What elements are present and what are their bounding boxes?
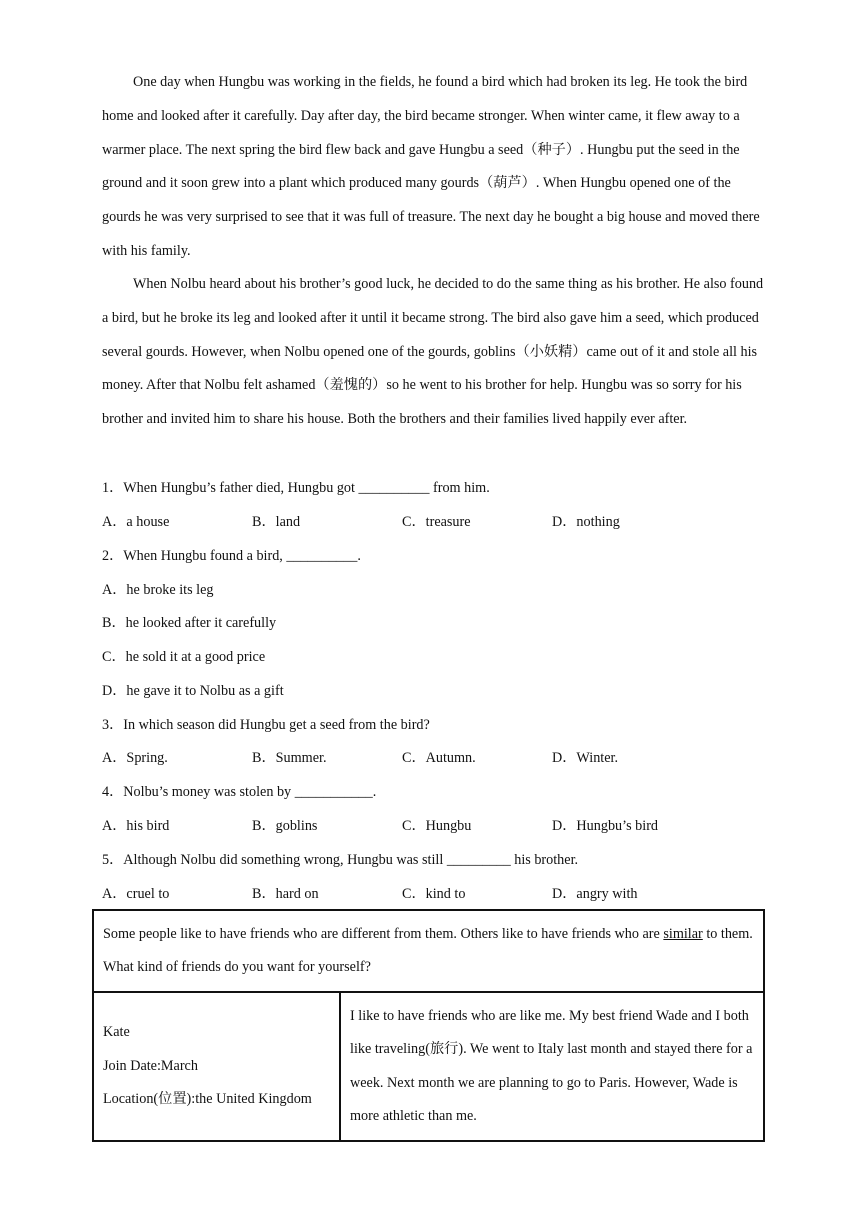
question-3-option-a: A．Spring. — [102, 750, 168, 766]
question-2-option-c: C．he sold it at a good price — [102, 649, 266, 665]
question-5-option-a: A．cruel to — [102, 886, 170, 902]
question-5-stem: 5．Although Nolbu did something wrong, Hungbu was still _________ his brother. — [102, 852, 579, 868]
question-1-option-a: A．a house — [102, 514, 170, 530]
question-4-option-d: D．Hungbu’s bird — [552, 818, 659, 834]
question-2-option-a: A．he broke its leg — [102, 582, 214, 598]
table-intro-cell — [93, 910, 764, 992]
question-2-stem: 2．When Hungbu found a bird, __________. — [102, 548, 361, 564]
profile-location: Location(位置):the United Kingdom — [103, 1091, 312, 1108]
question-3-option-d: D．Winter. — [552, 750, 619, 766]
profile-name: Kate — [103, 1024, 130, 1041]
passage-paragraph-2-text: When Nolbu heard about his brother’s good luck, he decided to do the same thing as his brother. He also found a bird, but he broke its leg and looked after it until it became strong. The bird also gave him a seed, which produced several gourds. However, when Nolbu opened one of the gourds, goblins（小妖精）came out of it and stole all his money. After that Nolbu felt ashamed（羞愧的）so he went to his brother for help. Hungbu was so sorry for his brother and invited him to share his house. Both the brothers and their families lived happily ever after. — [102, 276, 764, 428]
question-1-option-d: D．nothing — [552, 514, 620, 530]
question-3-stem: 3．In which season did Hungbu get a seed from the bird? — [102, 717, 430, 733]
table-intro-text-end: to them. What kind of friends do you want for yourself? — [103, 925, 753, 975]
question-4-option-b: B．goblins — [252, 818, 318, 834]
question-3-option-b: B．Summer. — [252, 750, 327, 766]
profile-join-date: Join Date:March — [103, 1057, 198, 1074]
post-cell — [340, 992, 764, 1141]
passage-paragraph-1 — [102, 66, 772, 269]
post-text: I like to have friends who are like me. My best friend Wade and I both like traveling(旅行). We went to Italy last month and stayed there for a week. Next month we are planning to go to Paris. However, Wade is more athletic than me. — [350, 1007, 753, 1124]
question-4-option-c: C．Hungbu — [402, 818, 472, 834]
passage-paragraph-1-text: One day when Hungbu was working in the fields, he found a bird which had broken its leg. He took the bird home and looked after it carefully. Day after day, the bird became stronger. When winter came, it flew away to a warmer place. The next spring the bird flew back and gave Hungbu a seed（种子）. Hungbu put the seed in the ground and it soon grew into a plant which produced many gourds（葫芦）. When Hungbu opened one of the gourds he was very surprised to see that it was full of treasure. The next day he bought a big house and moved there with his family. — [102, 74, 760, 259]
question-4-option-a: A．his bird — [102, 818, 170, 834]
question-5-option-d: D．angry with — [552, 886, 638, 902]
profile-cell — [93, 992, 340, 1141]
table-intro-text: Some people like to have friends who are different from them. Others like to have friends who are — [103, 925, 664, 942]
question-1-stem: 1．When Hungbu’s father died, Hungbu got __________ from him. — [102, 480, 490, 496]
question-3-option-c: C．Autumn. — [402, 750, 476, 766]
question-5-option-b: B．hard on — [252, 886, 319, 902]
passage-paragraph-2 — [102, 268, 772, 437]
question-4-stem: 4．Nolbu’s money was stolen by ___________. — [102, 784, 377, 800]
question-5-option-c: C．kind to — [402, 886, 466, 902]
friends-table — [92, 909, 765, 1142]
question-2-option-d: D．he gave it to Nolbu as a gift — [102, 683, 284, 699]
question-2-option-b: B．he looked after it carefully — [102, 615, 277, 631]
question-1-option-c: C．treasure — [402, 514, 471, 530]
underlined-word: similar — [663, 925, 703, 942]
question-1-option-b: B．land — [252, 514, 301, 530]
